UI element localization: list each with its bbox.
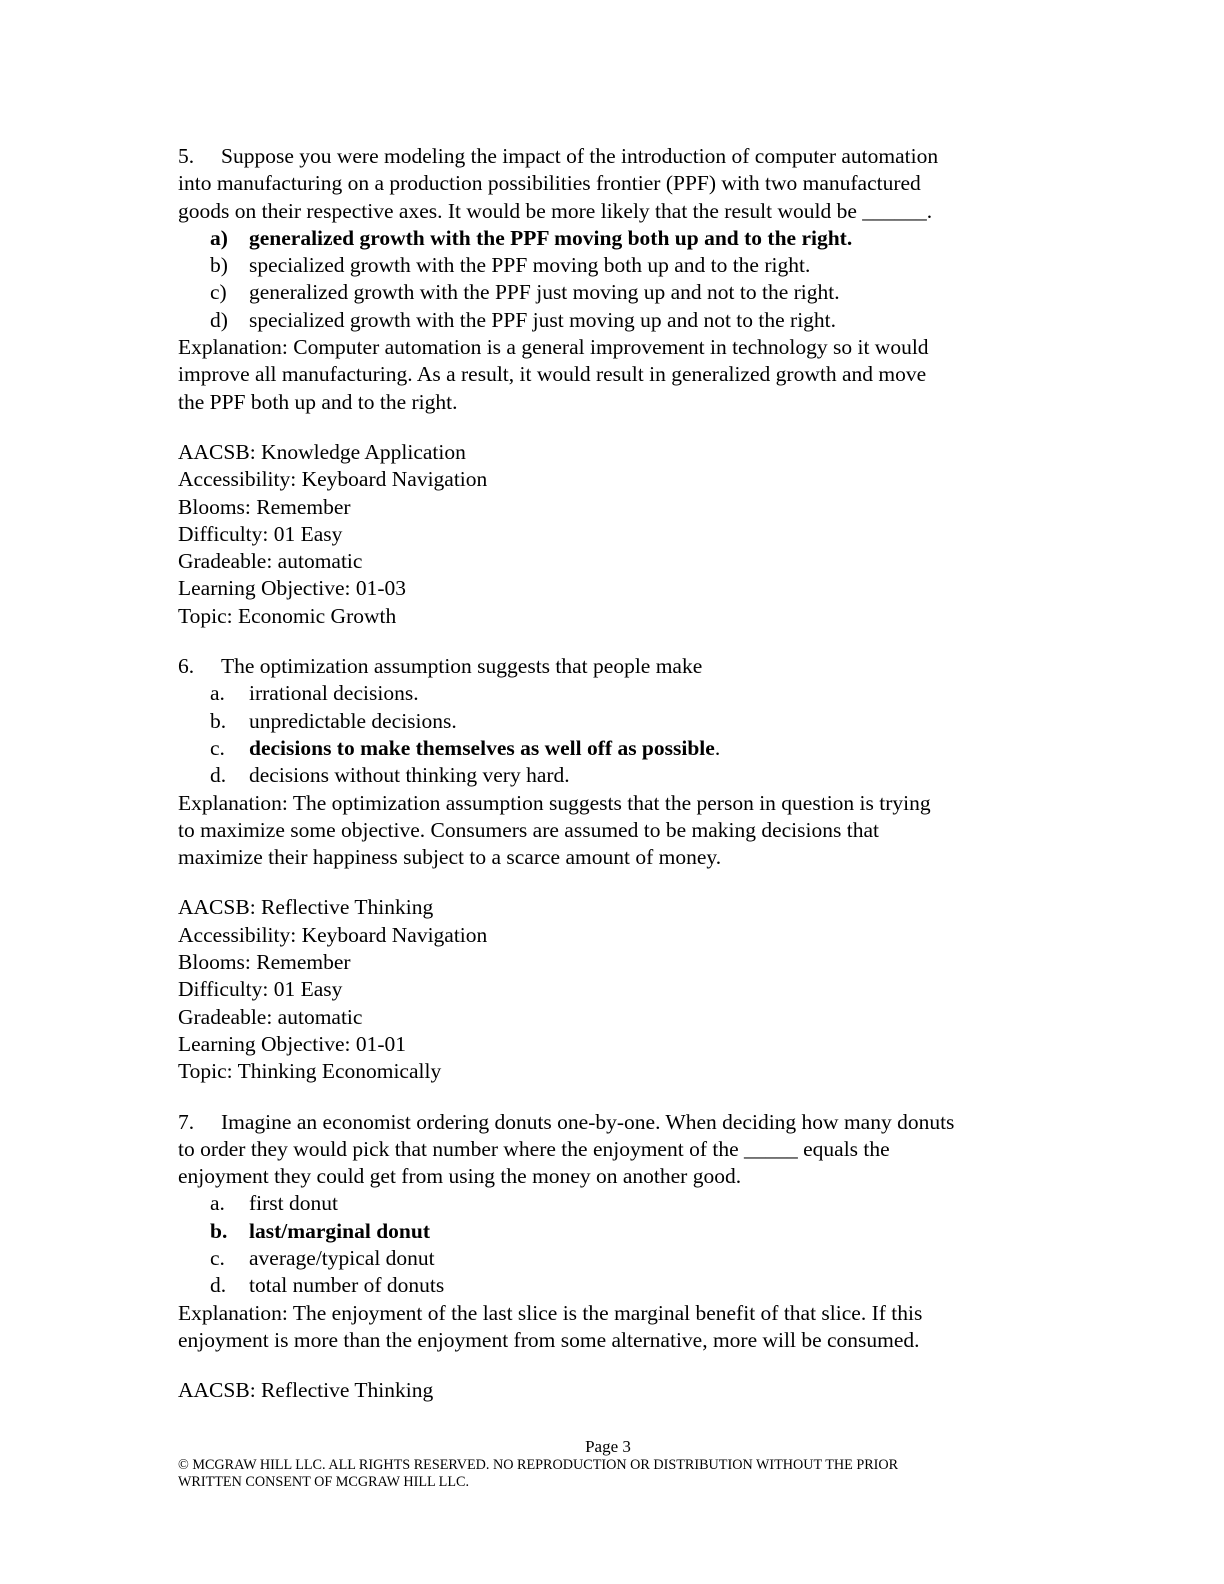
answer-option (178, 1190, 1048, 1217)
answer-option-correct (178, 225, 1048, 252)
option-letter: a. (210, 1191, 225, 1216)
meta-topic: Topic: Economic Growth (178, 603, 397, 628)
option-letter: b. (210, 708, 227, 733)
explanation-line: Explanation: Computer automation is a general improvement in technology so it would (178, 335, 929, 360)
option-letter: c) (210, 280, 227, 305)
meta-gradeable: Gradeable: automatic (178, 1004, 363, 1029)
answer-option-correct (178, 1218, 1048, 1245)
option-text: generalized growth with the PPF moving both up and to the right. (249, 225, 853, 250)
option-letter: a) (210, 225, 228, 250)
question-metadata (178, 894, 1048, 1085)
explanation-line: enjoyment is more than the enjoyment from some alternative, more will be consumed. (178, 1327, 920, 1352)
answer-option (178, 307, 1048, 334)
option-letter: d. (210, 763, 227, 788)
option-text: generalized growth with the PPF just moving up and not to the right. (249, 280, 840, 305)
answer-option (178, 1245, 1048, 1272)
meta-topic: Topic: Thinking Economically (178, 1059, 442, 1084)
answer-option (178, 1272, 1048, 1299)
meta-blooms: Blooms: Remember (178, 494, 351, 519)
question-stem-line: 6. The optimization assumption suggests that people make (178, 653, 1048, 680)
answer-options (178, 1190, 1048, 1299)
meta-blooms: Blooms: Remember (178, 950, 351, 975)
option-letter: b. (210, 1218, 228, 1243)
copyright-line: © MCGRAW HILL LLC. ALL RIGHTS RESERVED. NO REPRODUCTION OR DISTRIBUTION WITHOUT THE PRIOR (178, 1457, 899, 1473)
document-page (178, 143, 1048, 1404)
answer-option (178, 708, 1048, 735)
question-number: 6. (178, 654, 195, 679)
option-letter: b) (210, 253, 228, 278)
meta-accessibility: Accessibility: Keyboard Navigation (178, 467, 488, 492)
option-text: average/typical donut (249, 1245, 435, 1270)
question-stem-line: to order they would pick that number where the enjoyment of the _____ equals the (178, 1136, 890, 1161)
answer-options (178, 225, 1048, 334)
option-text: decisions without thinking very hard. (249, 763, 570, 788)
question-metadata (178, 1377, 1048, 1404)
explanation-line: Explanation: The enjoyment of the last slice is the marginal benefit of that slice. If this (178, 1300, 923, 1325)
question-6 (178, 653, 1048, 1085)
copyright-line: WRITTEN CONSENT OF MCGRAW HILL LLC. (178, 1474, 470, 1490)
explanation-line: Explanation: The optimization assumption suggests that the person in question is trying (178, 790, 931, 815)
explanation-line: maximize their happiness subject to a scarce amount of money. (178, 845, 722, 870)
option-text: decisions to make themselves as well off as possible (249, 735, 715, 760)
option-letter: c. (210, 735, 225, 760)
explanation-line: improve all manufacturing. As a result, it would result in generalized growth and move (178, 362, 927, 387)
question-stem-line: into manufacturing on a production possibilities frontier (PPF) with two manufactured (178, 171, 921, 196)
meta-aacsb: AACSB: Reflective Thinking (178, 895, 434, 920)
answer-option (178, 279, 1048, 306)
answer-options (178, 680, 1048, 789)
meta-gradeable: Gradeable: automatic (178, 549, 363, 574)
question-7 (178, 1109, 1048, 1405)
meta-learning-objective: Learning Objective: 01-01 (178, 1031, 407, 1056)
option-letter: d. (210, 1273, 227, 1298)
meta-accessibility: Accessibility: Keyboard Navigation (178, 922, 488, 947)
option-text: total number of donuts (249, 1273, 445, 1298)
option-letter: a. (210, 681, 225, 706)
meta-aacsb: AACSB: Knowledge Application (178, 439, 466, 464)
answer-option (178, 252, 1048, 279)
option-text: specialized growth with the PPF moving both up and to the right. (249, 253, 811, 278)
question-stem-line: 5. Suppose you were modeling the impact of the introduction of computer automation (178, 143, 1048, 170)
meta-difficulty: Difficulty: 01 Easy (178, 521, 343, 546)
option-text: irrational decisions. (249, 681, 419, 706)
question-number: 7. (178, 1109, 195, 1134)
question-stem-line: enjoyment they could get from using the money on another good. (178, 1164, 742, 1189)
explanation-line: the PPF both up and to the right. (178, 389, 458, 414)
page-footer (178, 1437, 1048, 1491)
option-letter: c. (210, 1245, 225, 1270)
question-stem-line: 7. Imagine an economist ordering donuts one-by-one. When deciding how many donuts (178, 1109, 1048, 1136)
question-stem-line: goods on their respective axes. It would be more likely that the result would be ______. (178, 198, 933, 223)
meta-learning-objective: Learning Objective: 01-03 (178, 576, 407, 601)
answer-option (178, 680, 1048, 707)
option-text: unpredictable decisions. (249, 708, 457, 733)
option-suffix: . (714, 735, 721, 760)
question-number: 5. (178, 144, 195, 168)
page-number: Page 3 (585, 1437, 631, 1456)
option-text: specialized growth with the PPF just moving up and not to the right. (249, 307, 837, 332)
option-text: first donut (249, 1191, 338, 1216)
meta-difficulty: Difficulty: 01 Easy (178, 977, 343, 1002)
question-5 (178, 143, 1048, 630)
option-text: last/marginal donut (249, 1218, 430, 1243)
explanation-line: to maximize some objective. Consumers are assumed to be making decisions that (178, 817, 879, 842)
option-letter: d) (210, 307, 228, 332)
question-metadata (178, 439, 1048, 630)
meta-aacsb: AACSB: Reflective Thinking (178, 1378, 434, 1403)
answer-option (178, 762, 1048, 789)
answer-option-correct (178, 735, 1048, 762)
